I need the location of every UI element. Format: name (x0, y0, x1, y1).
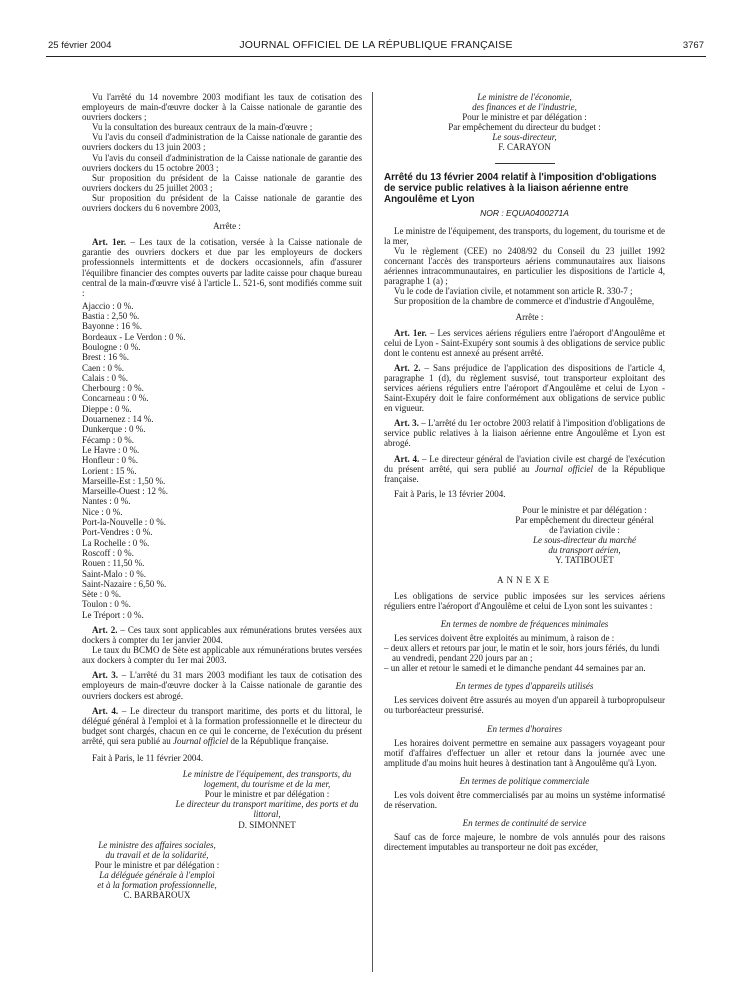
list-item: Lorient : 15 %. (82, 465, 137, 476)
arrete-heading: Arrête : (515, 312, 544, 323)
signatory-title: Le ministre de l'économie, (477, 92, 572, 102)
signatory-title: Le ministre des affaires sociales, (98, 839, 216, 850)
signatory-delegation: Pour le ministre et par délégation : (462, 112, 587, 123)
list-item: Saint-Malo : 0 %. (82, 568, 146, 579)
article-4-journal: Journal officiel (534, 463, 594, 474)
article-1 (384, 328, 665, 358)
right-column (384, 92, 665, 852)
list-item: Dunkerque : 0 %. (82, 424, 146, 435)
visa-4: Vu l'avis du conseil d'administration de la Caisse nationale de garantie des ouvriers dockers du 15 octobre 2003 ; (82, 152, 362, 173)
article-2-label: Art. 2. (92, 624, 118, 635)
article-4-journal: Journal officiel (172, 735, 229, 746)
commercial-text: Les vols doivent être commercialisés par au moins un système informatisé de réservation. (384, 789, 665, 811)
signature-date: Fait à Paris, le 11 février 2004. (92, 753, 204, 764)
signatory-name: F. CARAYON (498, 142, 551, 153)
annexe-heading: ANNEXE (497, 575, 552, 586)
signatory-delegation: Pour le ministre et par délégation : (522, 504, 647, 515)
article-1-text: – Les services aériens réguliers entre l'aéroport d'Angoulême et celui de Lyon - Saint-Exupéry sont soumis à des obligations de service public dont le contenu est annexé au présent arrêté. (384, 327, 666, 358)
signatory-title-2: du travail et de la solidarité, (105, 849, 209, 860)
article-2 (384, 363, 665, 413)
signatory-role-2: et à la formation professionnelle, (97, 880, 217, 891)
signatory-role: Le sous-directeur du marché (532, 535, 637, 546)
visa-2: Vu le code de l'aviation civile, et notamment son article R. 330-7 ; (394, 286, 633, 297)
list-item: Caen : 0 %. (82, 362, 124, 373)
schedules-text: Les horaires doivent permettre en semaine aux passagers voyageant pour motif d'affaires d'effectuer un aller et retour dans la journée avec une amplitude d'au moins huit heures à destination tant à Angoulême qu'à Lyon. (384, 737, 665, 768)
list-item: Concarneau : 0 %. (82, 393, 149, 404)
header-journal-title: JOURNAL OFFICIEL DE LA RÉPUBLIQUE FRANÇAISE (239, 39, 513, 51)
signature-block-3 (384, 92, 665, 153)
article-3-text: – L'arrêté du 1er octobre 2003 relatif à l'imposition d'obligations de service public relatives à la liaison aérienne entre Angoulême et Lyon est abrogé. (384, 418, 665, 449)
list-item: Rouen : 11,50 %. (82, 558, 145, 569)
signature-block-4 (384, 505, 665, 566)
list-item: Marseille-Est : 1,50 %. (82, 475, 166, 486)
signatory-role: Le directeur du transport maritime, des ports et du littoral, (175, 799, 359, 820)
article-1 (82, 237, 362, 298)
visa-2: Vu la consultation des bureaux centraux de la main-d'œuvre ; (92, 122, 313, 133)
list-item: Le Tréport : 0 %. (82, 609, 144, 620)
signatory-role: Le sous-directeur, (492, 132, 557, 143)
annexe-subheading-aircraft: En termes de types d'appareils utilisés (455, 681, 594, 692)
list-item: La Rochelle : 0 %. (82, 537, 150, 548)
port-rate-list (82, 301, 362, 620)
signatory-name: C. BARBAROUX (123, 890, 191, 901)
list-item: Bastia : 2,50 %. (82, 311, 140, 322)
continuity-text: Sauf cas de force majeure, le nombre de vols annulés pour des raisons directement imputables au transporteur ne doit pas excéder, (384, 832, 665, 853)
annexe-subheading-schedules: En termes d'horaires (486, 723, 563, 734)
article-3-label: Art. 3. (92, 670, 119, 681)
signatory-empechement: Par empêchement du directeur général (515, 515, 654, 525)
header-date: 25 février 2004 (48, 40, 112, 51)
signature-block-1 (82, 769, 362, 830)
aircraft-text: Les services doivent être assurés au moyen d'un appareil à turbopropulseur ou turboréacteur pressurisé. (384, 695, 665, 716)
list-item: Nantes : 0 %. (82, 496, 131, 507)
list-item: Marseille-Ouest : 12 %. (82, 486, 168, 497)
list-item: Sète : 0 %. (82, 589, 121, 600)
article-4-end: de la République française. (384, 463, 665, 484)
article-4-label: Art. 4. (394, 453, 420, 464)
article-2-label: Art. 2. (394, 362, 421, 373)
list-item: Boulogne : 0 %. (82, 341, 141, 352)
list-item: Fécamp : 0 %. (82, 434, 134, 445)
list-item: Honfleur : 0 %. (82, 455, 138, 466)
list-item: Douarnenez : 14 %. (82, 414, 154, 425)
article-4-label: Art. 4. (92, 705, 119, 716)
visa-1: Vu l'arrêté du 14 novembre 2003 modifiant les taux de cotisation des employeurs de main-d'œuvre docker à la Caisse nationale de garantie des ouvriers dockers ; (82, 92, 362, 123)
frequencies-text: Les services doivent être exploités au minimum, à raison de : (394, 632, 615, 643)
arrete-heading: Arrête : (213, 221, 241, 232)
list-item: Brest : 16 %. (82, 352, 129, 363)
annexe-intro: Les obligations de service public imposées sur les services aériens réguliers entre l'aéroport d'Angoulême et celui de Lyon sont les suivantes : (384, 590, 665, 611)
signatory-name: D. SIMONNET (238, 819, 296, 830)
list-item: Le Havre : 0 %. (82, 444, 140, 455)
signatory-role-2: du transport aérien, (548, 545, 621, 556)
article-4-text: – Le directeur du transport maritime, des ports et du littoral, le délégué général à l'emploi et à la formation professionnelle et le directeur du budget sont chargés, chacun en ce qui le concerne, de l'exécution du présent arrêté, qui sera publié au (82, 705, 362, 746)
list-item: Port-Vendres : 0 %. (82, 527, 153, 538)
article-4 (82, 706, 362, 746)
page-header (0, 40, 752, 54)
visa-3: Vu l'avis du conseil d'administration de la Caisse nationale de garantie des ouvriers dockers du 13 juin 2003 ; (82, 132, 362, 153)
list-item: Nice : 0 %. (82, 506, 123, 517)
visa-3: Sur proposition de la chambre de commerce et d'industrie d'Angoulême, (394, 296, 655, 307)
article-1-text: – Les taux de la cotisation, versée à la Caisse nationale de garantie des ouvriers dockers et due par les employeurs de dockers professionnels intermittents et de dockers occasionnels, afin d'assurer l'équilibre financier des comptes ouverts par ladite caisse pour chaque bureau central de la main-d'œuvre visé à l'article L. 521-6, sont modifiés comme suit : (82, 237, 362, 298)
annexe-subheading-frequencies: En termes de nombre de fréquences minimales (440, 618, 609, 629)
signatory-delegation: Pour le ministre et par délégation : (204, 789, 330, 800)
signatory-delegation: Pour le ministre et par délégation : (94, 859, 220, 870)
visa-6: Sur proposition du président de la Caisse nationale de garantie des ouvriers dockers du 6 novembre 2003, (82, 192, 362, 214)
list-item: Roscoff : 0 %. (82, 547, 134, 558)
signatory-role: La déléguée générale à l'emploi (99, 869, 215, 880)
article-3 (82, 670, 362, 700)
list-item: Saint-Nazaire : 6,50 %. (82, 578, 167, 589)
signatory-name: Y. TATIBOUËT (555, 555, 614, 566)
article-4 (384, 454, 665, 484)
signatory-title-2: des finances et de l'industrie, (472, 102, 577, 113)
frequencies-item-2: – un aller et retour le samedi et le dimanche pendant 44 semaines par an. (384, 663, 646, 674)
list-item: Cherbourg : 0 %. (82, 383, 144, 394)
annexe-subheading-continuity: En termes de continuité de service (462, 818, 587, 829)
list-item: Calais : 0 %. (82, 372, 128, 383)
signature-block-2 (82, 840, 232, 901)
header-rule (46, 56, 706, 57)
frequencies-item-1: – deux allers et retours par jour, le matin et le soir, hors jours fériés, du lundi au vendredi, pendant 220 jours par an ; (384, 642, 660, 664)
column-divider (372, 92, 373, 972)
list-item: Dieppe : 0 %. (82, 403, 132, 414)
visa-5: Sur proposition du président de la Caisse nationale de garantie des ouvriers dockers du 25 juillet 2003 ; (82, 172, 362, 193)
decree-intro: Le ministre de l'équipement, des transports, du logement, du tourisme et de la mer, (384, 225, 665, 246)
article-2-text: – Ces taux sont applicables aux rémunérations brutes versées aux dockers à compter du 1er janvier 2004. (82, 624, 362, 646)
list-item: Ajaccio : 0 %. (82, 300, 134, 311)
signature-date: Fait à Paris, le 13 février 2004. (394, 488, 506, 499)
article-2 (82, 625, 362, 645)
article-1-label: Art. 1er. (394, 327, 427, 338)
nor-reference: NOR : EQUA0400271A (480, 207, 569, 218)
section-separator (495, 163, 555, 164)
article-2-text: – Sans préjudice de l'application des dispositions de l'article 4, paragraphe 1 (d), du règlement susvisé, tout transporteur exploitant des services aériens réguliers entre l'aéroport d'Angoulême et celui de Lyon - Saint-Exupéry doit le faire conformément aux obligations de service public en vigueur. (384, 362, 665, 414)
article-3 (384, 418, 665, 448)
article-4-text: – Le directeur général de l'aviation civile est chargé de l'exécution du présent arrêté, qui sera publié au (384, 453, 665, 474)
signatory-title: Le ministre de l'équipement, des transports, du logement, du tourisme et de la mer, (182, 769, 352, 790)
left-column (82, 92, 362, 900)
annexe-subheading-commercial: En termes de politique commerciale (459, 775, 590, 786)
article-4-end: de la République française. (228, 735, 329, 746)
list-item: Bordeaux - Le Verdon : 0 %. (82, 331, 186, 342)
decree-title: Arrêté du 13 février 2004 relatif à l'imposition d'obligations de service public relatives à la liaison aérienne entre Angoulême et Lyon (384, 171, 657, 205)
list-item: Toulon : 0 %. (82, 599, 131, 610)
article-3-text: – L'arrêté du 31 mars 2003 modifiant les taux de cotisation des employeurs de main-d'œuvre docker à la Caisse nationale de garantie des ouvriers dockers est abrogé. (82, 670, 362, 701)
list-item: Port-la-Nouvelle : 0 %. (82, 517, 166, 528)
article-2-para-2: Le taux du BCMO de Sète est applicable aux rémunérations brutes versées aux dockers à compter du 1er mai 2003. (82, 645, 362, 666)
list-item: Bayonne : 16 %. (82, 321, 142, 332)
article-3-label: Art. 3. (394, 418, 419, 429)
signatory-empechement-2: de l'aviation civile : (549, 525, 620, 536)
header-page-number: 3767 (682, 40, 704, 51)
signatory-empechement: Par empêchement du directeur du budget : (448, 122, 601, 133)
visa-1: Vu le règlement (CEE) no 2408/92 du Conseil du 23 juillet 1992 concernant l'accès des transporteurs aériens communautaires aux liaisons aériennes intracommunautaires, en particulier les dispositions de l'article 4, paragraphe 1 (a) ; (384, 245, 665, 287)
article-1-label: Art. 1er. (92, 237, 127, 248)
